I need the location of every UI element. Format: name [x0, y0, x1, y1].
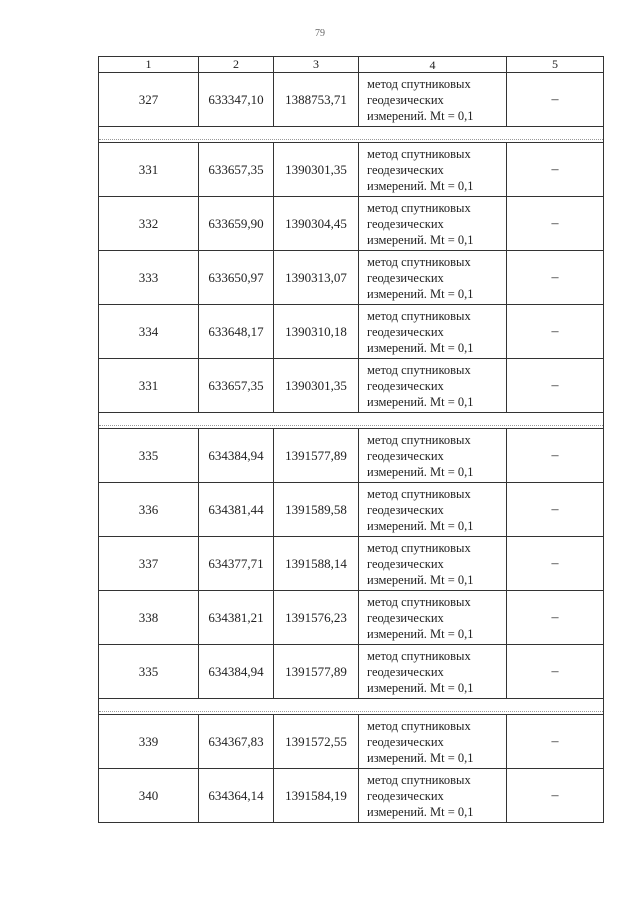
table-row [99, 644, 603, 698]
y-coordinate-cell: 1390313,07 [274, 251, 359, 304]
note-cell: – [551, 323, 559, 339]
coordinates-table [98, 56, 604, 823]
x-coordinate-cell: 633659,90 [199, 197, 274, 250]
method-cell: метод спутниковых геодезических измерений. Mt = 0,1 [359, 359, 507, 412]
y-coordinate-cell: 1390310,18 [274, 305, 359, 358]
x-coordinate-cell: 634367,83 [199, 715, 274, 768]
header-col-4: 4 [359, 57, 507, 72]
note-cell: – [551, 215, 559, 231]
x-coordinate-cell: 633657,35 [199, 359, 274, 412]
method-cell: метод спутниковых геодезических измерений. Mt = 0,1 [359, 143, 507, 196]
page-number: 79 [315, 28, 325, 39]
note-cell: – [551, 555, 559, 571]
x-coordinate-cell: 634381,44 [199, 483, 274, 536]
point-number-cell: 337 [99, 537, 199, 590]
point-number-cell: 332 [99, 197, 199, 250]
header-col-1: 1 [99, 57, 199, 72]
note-cell: – [551, 377, 559, 393]
method-cell: метод спутниковых геодезических измерений. Mt = 0,1 [359, 197, 507, 250]
point-number-cell: 336 [99, 483, 199, 536]
note-cell: – [551, 787, 559, 803]
method-cell: метод спутниковых геодезических измерений. Mt = 0,1 [359, 251, 507, 304]
table-row [99, 358, 603, 412]
point-number-cell: 331 [99, 359, 199, 412]
x-coordinate-cell: 634384,94 [199, 429, 274, 482]
y-coordinate-cell: 1390301,35 [274, 143, 359, 196]
table-row [99, 768, 603, 823]
point-number-cell: 335 [99, 429, 199, 482]
note-cell: – [551, 609, 559, 625]
table-row [99, 428, 603, 482]
table-row [99, 536, 603, 590]
table-row [99, 590, 603, 644]
point-number-cell: 338 [99, 591, 199, 644]
method-cell: метод спутниковых геодезических измерений. Mt = 0,1 [359, 715, 507, 768]
note-cell: – [551, 161, 559, 177]
note-cell: – [551, 91, 559, 107]
y-coordinate-cell: 1391577,89 [274, 645, 359, 698]
group-separator [99, 126, 603, 142]
method-cell: метод спутниковых геодезических измерений. Mt = 0,1 [359, 645, 507, 698]
note-cell: – [551, 447, 559, 463]
point-number-cell: 339 [99, 715, 199, 768]
y-coordinate-cell: 1391589,58 [274, 483, 359, 536]
x-coordinate-cell: 634377,71 [199, 537, 274, 590]
point-number-cell: 340 [99, 769, 199, 822]
group-separator [99, 412, 603, 428]
table-row [99, 72, 603, 126]
point-number-cell: 333 [99, 251, 199, 304]
method-cell: метод спутниковых геодезических измерений. Mt = 0,1 [359, 429, 507, 482]
group-separator [99, 698, 603, 714]
header-col-5: 5 [552, 57, 558, 71]
note-cell: – [551, 501, 559, 517]
table-row [99, 482, 603, 536]
method-cell: метод спутниковых геодезических измерений. Mt = 0,1 [359, 73, 507, 126]
y-coordinate-cell: 1391588,14 [274, 537, 359, 590]
method-cell: метод спутниковых геодезических измерений. Mt = 0,1 [359, 537, 507, 590]
header-col-3: 3 [274, 57, 359, 72]
x-coordinate-cell: 634384,94 [199, 645, 274, 698]
y-coordinate-cell: 1390301,35 [274, 359, 359, 412]
note-cell: – [551, 663, 559, 679]
y-coordinate-cell: 1391572,55 [274, 715, 359, 768]
point-number-cell: 335 [99, 645, 199, 698]
x-coordinate-cell: 634364,14 [199, 769, 274, 822]
y-coordinate-cell: 1388753,71 [274, 73, 359, 126]
note-cell: – [551, 733, 559, 749]
point-number-cell: 327 [99, 73, 199, 126]
table-row [99, 714, 603, 768]
y-coordinate-cell: 1391584,19 [274, 769, 359, 822]
table-row [99, 196, 603, 250]
table-row [99, 250, 603, 304]
x-coordinate-cell: 634381,21 [199, 591, 274, 644]
x-coordinate-cell: 633650,97 [199, 251, 274, 304]
header-col-2: 2 [199, 57, 274, 72]
x-coordinate-cell: 633657,35 [199, 143, 274, 196]
x-coordinate-cell: 633648,17 [199, 305, 274, 358]
y-coordinate-cell: 1391576,23 [274, 591, 359, 644]
method-cell: метод спутниковых геодезических измерений. Mt = 0,1 [359, 483, 507, 536]
table-row [99, 142, 603, 196]
table-row [99, 304, 603, 358]
method-cell: метод спутниковых геодезических измерений. Mt = 0,1 [359, 591, 507, 644]
method-cell: метод спутниковых геодезических измерений. Mt = 0,1 [359, 305, 507, 358]
note-cell: – [551, 269, 559, 285]
y-coordinate-cell: 1390304,45 [274, 197, 359, 250]
x-coordinate-cell: 633347,10 [199, 73, 274, 126]
table-header-row [99, 56, 603, 72]
point-number-cell: 331 [99, 143, 199, 196]
y-coordinate-cell: 1391577,89 [274, 429, 359, 482]
point-number-cell: 334 [99, 305, 199, 358]
method-cell: метод спутниковых геодезических измерений. Mt = 0,1 [359, 769, 507, 822]
